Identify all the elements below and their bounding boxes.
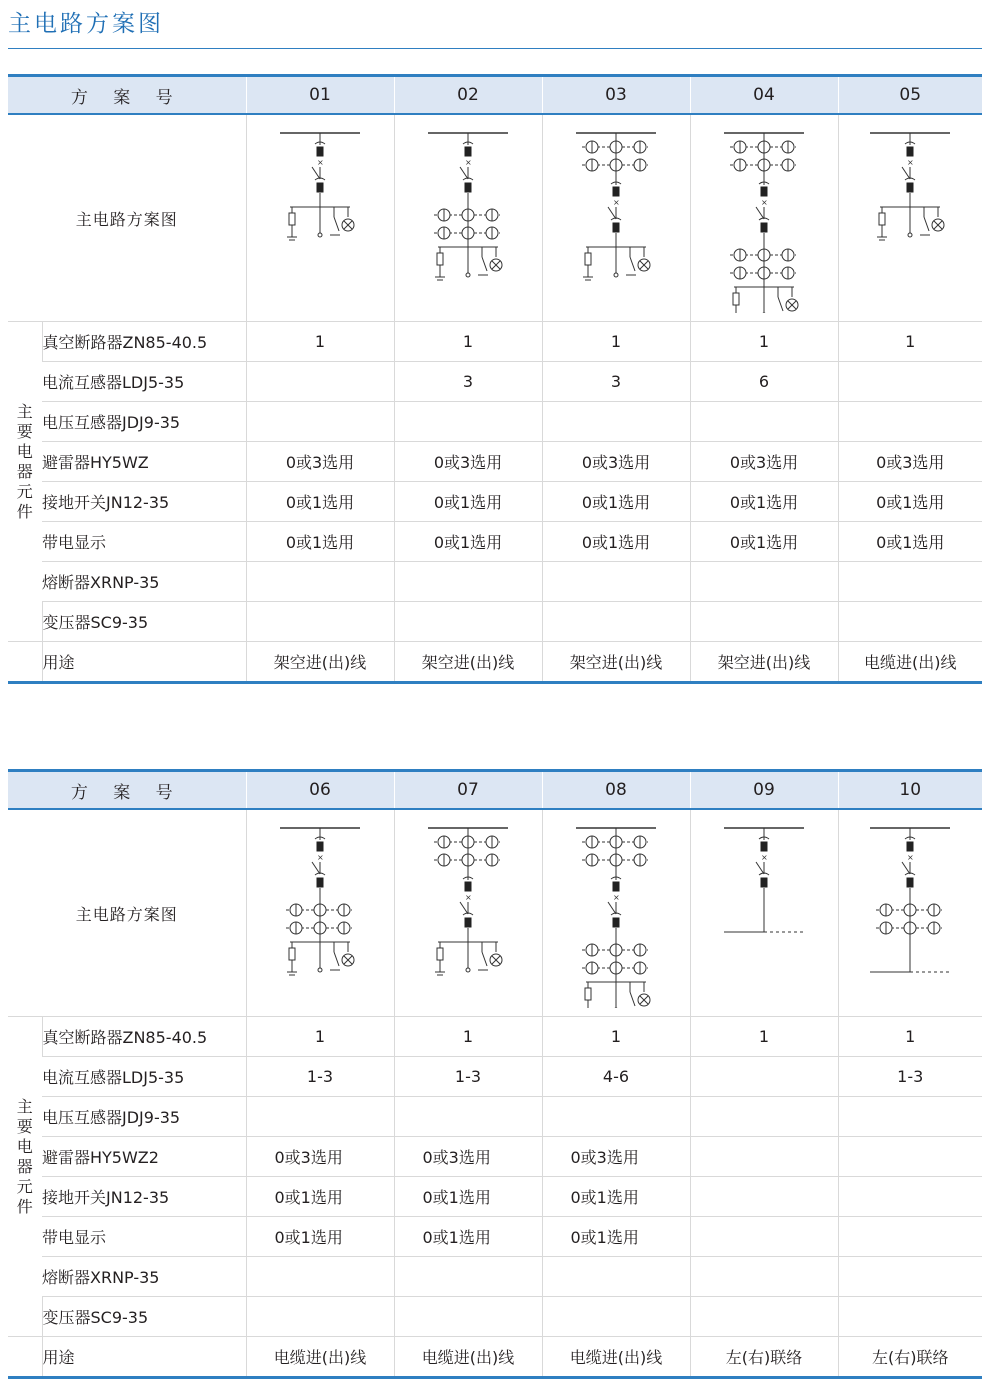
breaker-contact (317, 842, 323, 851)
header-row (8, 771, 982, 810)
breaker-mark: × (317, 853, 324, 862)
table-cell: 1 (690, 1017, 838, 1057)
table-cell: 0或1选用 (394, 482, 542, 522)
table-cell: 0或1选用 (690, 522, 838, 562)
breaker-contact (317, 183, 323, 192)
component-group-label: 主要电器元件 (16, 1096, 33, 1216)
table-row (8, 1297, 982, 1337)
earth-switch-blade (778, 297, 783, 311)
row-label: 避雷器HY5WZ2 (42, 1137, 246, 1177)
table-cell (838, 1257, 982, 1297)
table-cell: 3 (394, 362, 542, 402)
table-cell: 1 (246, 322, 394, 362)
table-cell (690, 602, 838, 642)
arrester-symbol (585, 988, 591, 1000)
arrester-symbol (585, 253, 591, 265)
diagram-row-label: 主电路方案图 (8, 114, 246, 322)
table-row (8, 362, 982, 402)
row-label: 电压互感器JDJ9-35 (42, 402, 246, 442)
scheme-table-2 (8, 769, 982, 1379)
row-label: 真空断路器ZN85-40.5 (42, 1017, 246, 1057)
table-cell (394, 562, 542, 602)
table-cell: 0或3选用 (542, 442, 690, 482)
table-cell: 电缆进(出)线 (542, 1337, 690, 1378)
row-label: 熔断器XRNP-35 (42, 1257, 246, 1297)
circuit-diagram-02 (394, 114, 542, 322)
table-cell (838, 1137, 982, 1177)
row-label: 电流互感器LDJ5-35 (42, 1057, 246, 1097)
table-cell: 1 (838, 1017, 982, 1057)
scheme-number: 10 (838, 771, 982, 810)
table-cell (838, 1217, 982, 1257)
scheme-number: 01 (246, 76, 394, 115)
diagram-row (8, 114, 982, 322)
table-cell: 0或1选用 (246, 482, 394, 522)
table-cell: 0或1选用 (246, 522, 394, 562)
breaker-contact (761, 842, 767, 851)
table-cell (542, 1257, 690, 1297)
table-row (8, 1137, 982, 1177)
table-cell: 0或1选用 (838, 482, 982, 522)
page-title: 主电路方案图 (8, 11, 164, 37)
breaker-contact (465, 882, 471, 891)
scheme-number: 02 (394, 76, 542, 115)
table-cell (690, 1177, 838, 1217)
table-cell: 0或1选用 (246, 1217, 394, 1257)
breaker-mark: × (613, 198, 620, 207)
table-cell: 0或1选用 (542, 1217, 690, 1257)
table-cell: 0或1选用 (690, 482, 838, 522)
row-label: 带电显示 (42, 1217, 246, 1257)
row-label: 电流互感器LDJ5-35 (42, 362, 246, 402)
table-cell: 1-3 (394, 1057, 542, 1097)
breaker-mark: × (317, 158, 324, 167)
table-cell (838, 1177, 982, 1217)
breaker-mark: × (761, 853, 768, 862)
arrester-symbol (879, 213, 885, 225)
breaker-contact (907, 842, 913, 851)
scheme-number: 07 (394, 771, 542, 810)
table-cell: 架空进(出)线 (246, 642, 394, 683)
table-cell (394, 1297, 542, 1337)
table-cell (394, 1257, 542, 1297)
table-cell (542, 402, 690, 442)
switch-blade (902, 167, 910, 179)
circuit-diagram-05 (838, 114, 982, 322)
table-cell: 1 (542, 1017, 690, 1057)
scheme-number: 08 (542, 771, 690, 810)
scheme-number: 03 (542, 76, 690, 115)
table-cell: 0或3选用 (690, 442, 838, 482)
table-cell (838, 362, 982, 402)
table-cell: 0或3选用 (246, 442, 394, 482)
table-row (8, 642, 982, 683)
earth-switch-blade (924, 217, 929, 231)
breaker-mark: × (907, 158, 914, 167)
table-cell: 1 (690, 322, 838, 362)
table-cell: 电缆进(出)线 (394, 1337, 542, 1378)
table-cell: 0或1选用 (542, 1177, 690, 1217)
cable-terminal (466, 968, 470, 972)
row-label: 电压互感器JDJ9-35 (42, 1097, 246, 1137)
breaker-contact (761, 187, 767, 196)
table-cell: 左(右)联络 (690, 1337, 838, 1378)
row-label: 变压器SC9-35 (42, 602, 246, 642)
table-cell: 0或1选用 (394, 522, 542, 562)
table-cell (690, 1057, 838, 1097)
earth-switch-blade (334, 217, 339, 231)
header-row (8, 76, 982, 115)
table-cell (838, 402, 982, 442)
table-row (8, 1337, 982, 1378)
table-cell (690, 1137, 838, 1177)
row-label: 带电显示 (42, 522, 246, 562)
table-cell: 0或3选用 (246, 1137, 394, 1177)
table-cell (690, 562, 838, 602)
circuit-diagram-08 (542, 809, 690, 1017)
table-cell (246, 1297, 394, 1337)
cable-terminal (614, 273, 618, 277)
circuit-diagram-01 (246, 114, 394, 322)
table-cell: 0或1选用 (542, 482, 690, 522)
table-cell: 1 (394, 322, 542, 362)
table-cell: 6 (690, 362, 838, 402)
table-cell (838, 562, 982, 602)
cable-terminal (466, 273, 470, 277)
switch-blade (312, 167, 320, 179)
component-group-label: 主要电器元件 (16, 401, 33, 521)
table-cell (246, 362, 394, 402)
breaker-mark: × (465, 158, 472, 167)
diagram-row-label: 主电路方案图 (8, 809, 246, 1017)
table-cell (690, 1297, 838, 1337)
breaker-contact (613, 918, 619, 927)
circuit-diagram-10 (838, 809, 982, 1017)
row-label: 避雷器HY5WZ (42, 442, 246, 482)
table-cell (838, 602, 982, 642)
scheme-number: 06 (246, 771, 394, 810)
table-row (8, 1017, 982, 1057)
breaker-contact (465, 918, 471, 927)
breaker-contact (907, 878, 913, 887)
arrester-symbol (289, 213, 295, 225)
table-cell (838, 1297, 982, 1337)
scheme-number: 09 (690, 771, 838, 810)
breaker-mark: × (613, 893, 620, 902)
table-cell: 3 (542, 362, 690, 402)
table-row (8, 442, 982, 482)
breaker-mark: × (465, 893, 472, 902)
table-row (8, 482, 982, 522)
earth-switch-blade (630, 992, 635, 1006)
row-label: 接地开关JN12-35 (42, 1177, 246, 1217)
diagram-row (8, 809, 982, 1017)
switch-blade (902, 862, 910, 874)
scheme-number-header: 方 案 号 (8, 771, 246, 810)
breaker-contact (613, 882, 619, 891)
breaker-contact (907, 183, 913, 192)
title-divider (8, 48, 982, 49)
circuit-diagram-07 (394, 809, 542, 1017)
breaker-contact (761, 223, 767, 232)
circuit-diagram-04 (690, 114, 838, 322)
switch-blade (460, 167, 468, 179)
breaker-contact (613, 223, 619, 232)
arrester-symbol (437, 948, 443, 960)
arrester-symbol (289, 948, 295, 960)
scheme-number: 05 (838, 76, 982, 115)
row-label: 用途 (42, 1337, 246, 1378)
table-cell: 1 (394, 1017, 542, 1057)
table-cell: 1 (838, 322, 982, 362)
table-cell (246, 1257, 394, 1297)
table-cell (690, 1217, 838, 1257)
breaker-contact (613, 187, 619, 196)
table-cell (690, 1257, 838, 1297)
breaker-contact (317, 147, 323, 156)
table-cell: 0或3选用 (542, 1137, 690, 1177)
table-cell (542, 602, 690, 642)
table-cell: 0或3选用 (838, 442, 982, 482)
table-cell: 0或1选用 (246, 1177, 394, 1217)
scheme-table-1 (8, 74, 982, 684)
table-cell (542, 1297, 690, 1337)
earth-switch-blade (334, 952, 339, 966)
cable-terminal (318, 968, 322, 972)
table-cell: 0或3选用 (394, 442, 542, 482)
switch-blade (608, 207, 616, 219)
table-row (8, 322, 982, 362)
table-row (8, 1057, 982, 1097)
earth-switch-blade (630, 257, 635, 271)
breaker-contact (465, 147, 471, 156)
table-cell (246, 602, 394, 642)
breaker-contact (317, 878, 323, 887)
switch-blade (460, 902, 468, 914)
row-label: 熔断器XRNP-35 (42, 562, 246, 602)
table-cell (542, 1097, 690, 1137)
table-row (8, 402, 982, 442)
breaker-contact (907, 147, 913, 156)
earth-switch-blade (482, 952, 487, 966)
cable-terminal (318, 233, 322, 237)
switch-blade (608, 902, 616, 914)
row-label: 用途 (42, 642, 246, 683)
table-cell (394, 402, 542, 442)
table-cell: 1-3 (246, 1057, 394, 1097)
table-cell (246, 402, 394, 442)
table-cell: 电缆进(出)线 (838, 642, 982, 683)
table-cell: 架空进(出)线 (542, 642, 690, 683)
table-row (8, 1177, 982, 1217)
arrester-symbol (437, 253, 443, 265)
table-cell (838, 1097, 982, 1137)
switch-blade (756, 207, 764, 219)
table-cell: 0或3选用 (394, 1137, 542, 1177)
table-cell (394, 602, 542, 642)
breaker-mark: × (761, 198, 768, 207)
breaker-mark: × (907, 853, 914, 862)
table-cell (690, 1097, 838, 1137)
switch-blade (312, 862, 320, 874)
table-cell: 1-3 (838, 1057, 982, 1097)
circuit-diagram-09 (690, 809, 838, 1017)
table-row (8, 1097, 982, 1137)
table-cell: 0或1选用 (394, 1217, 542, 1257)
table-row (8, 1257, 982, 1297)
switch-blade (756, 862, 764, 874)
table-row (8, 562, 982, 602)
table-cell (246, 1097, 394, 1137)
table-row (8, 1217, 982, 1257)
row-label: 接地开关JN12-35 (42, 482, 246, 522)
table-row (8, 522, 982, 562)
scheme-number: 04 (690, 76, 838, 115)
table-cell: 左(右)联络 (838, 1337, 982, 1378)
table-cell: 架空进(出)线 (690, 642, 838, 683)
table-cell: 1 (246, 1017, 394, 1057)
arrester-symbol (733, 293, 739, 305)
table-cell (394, 1097, 542, 1137)
breaker-contact (465, 183, 471, 192)
table-cell: 0或1选用 (394, 1177, 542, 1217)
table-cell: 电缆进(出)线 (246, 1337, 394, 1378)
table-row (8, 602, 982, 642)
circuit-diagram-06 (246, 809, 394, 1017)
table-cell: 架空进(出)线 (394, 642, 542, 683)
table-cell (542, 562, 690, 602)
breaker-contact (761, 878, 767, 887)
circuit-diagram-03 (542, 114, 690, 322)
table-cell: 1 (542, 322, 690, 362)
table-cell (246, 562, 394, 602)
scheme-number-header: 方 案 号 (8, 76, 246, 115)
table-cell: 4-6 (542, 1057, 690, 1097)
table-cell: 0或1选用 (838, 522, 982, 562)
cable-terminal (908, 233, 912, 237)
row-label: 真空断路器ZN85-40.5 (42, 322, 246, 362)
row-label: 变压器SC9-35 (42, 1297, 246, 1337)
table-cell: 0或1选用 (542, 522, 690, 562)
earth-switch-blade (482, 257, 487, 271)
table-cell (690, 402, 838, 442)
